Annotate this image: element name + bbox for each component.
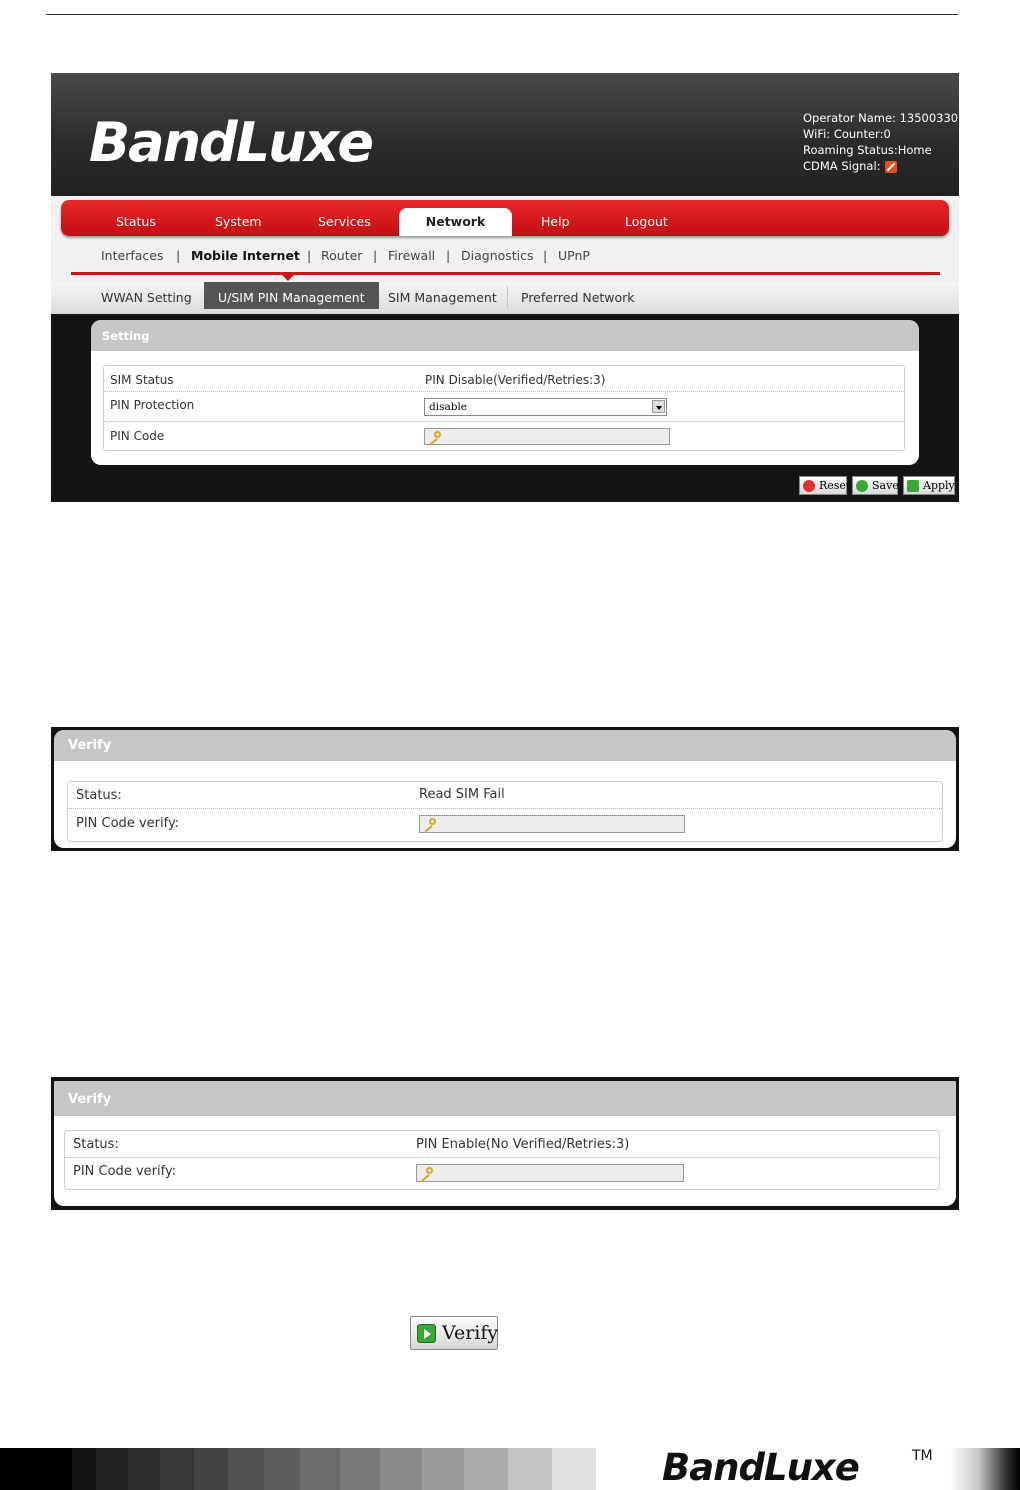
sim-status-label: SIM Status	[110, 373, 174, 387]
subnav-separator: |	[446, 248, 451, 263]
verify-button[interactable]	[410, 1316, 498, 1350]
save-button[interactable]	[852, 476, 898, 495]
pin-protection-row	[104, 392, 904, 422]
reset-label: Reset	[819, 479, 851, 492]
key-icon	[423, 818, 436, 830]
tab-usim-pin-management[interactable]: U/SIM PIN Management	[204, 282, 379, 309]
tab-preferred-network[interactable]: Preferred Network	[521, 290, 635, 305]
verify-screenshot-1	[51, 727, 959, 851]
pin-verify-row	[68, 809, 942, 841]
save-label: Save	[872, 479, 899, 492]
setting-panel-title: Setting	[91, 320, 919, 351]
subnav-router[interactable]: Router	[321, 248, 363, 263]
pin-verify-input[interactable]	[419, 815, 685, 833]
pin-code-row	[104, 422, 904, 451]
status-row	[65, 1131, 939, 1158]
setting-table	[103, 365, 905, 451]
wifi-counter: WiFi: Counter:0	[803, 127, 891, 141]
status-row	[68, 782, 942, 809]
play-icon	[907, 480, 919, 492]
no-signal-icon	[885, 161, 897, 173]
verify-panel	[54, 730, 956, 848]
verify-screenshot-2	[51, 1077, 959, 1210]
status-label: Status:	[76, 788, 122, 803]
subnav-separator: |	[373, 248, 378, 263]
nav-logout[interactable]: Logout	[625, 214, 668, 229]
subnav-upnp[interactable]: UPnP	[558, 248, 590, 263]
cdma-signal-label: CDMA Signal:	[803, 159, 881, 173]
verify-panel-title: Verify	[54, 730, 956, 761]
status-value: PIN Enable(No Verified/Retries:3)	[416, 1137, 630, 1152]
subnav-interfaces[interactable]: Interfaces	[101, 248, 164, 263]
play-icon	[417, 1324, 436, 1343]
nav-status[interactable]: Status	[116, 214, 156, 229]
nav-network[interactable]: Network	[399, 208, 512, 236]
subnav-separator: |	[543, 248, 548, 263]
tab-wwan-setting[interactable]: WWAN Setting	[101, 290, 192, 305]
verify-panel	[54, 1081, 956, 1206]
verify-panel-title: Verify	[54, 1081, 956, 1116]
operator-name: Operator Name: 13500330	[803, 111, 959, 125]
cdma-signal-row	[803, 158, 958, 174]
subnav-mobile-internet[interactable]: Mobile Internet	[191, 248, 300, 263]
sub-nav	[71, 236, 939, 274]
subnav-underline	[71, 272, 940, 275]
active-pointer	[282, 275, 294, 281]
chevron-down-icon[interactable]	[652, 400, 665, 413]
subnav-separator: |	[307, 248, 312, 263]
status-label: Status:	[73, 1137, 119, 1152]
verify-table	[67, 781, 943, 842]
apply-button[interactable]	[903, 476, 955, 495]
pin-protection-selected: disable	[429, 401, 468, 413]
pin-verify-label: PIN Code verify:	[76, 816, 180, 831]
brand-logo: BandLuxe	[89, 111, 373, 174]
pin-verify-input[interactable]	[416, 1164, 684, 1182]
pin-verify-label: PIN Code verify:	[73, 1164, 177, 1179]
pin-code-input[interactable]	[424, 428, 670, 445]
key-icon	[420, 1167, 433, 1179]
router-admin-screenshot	[51, 73, 959, 502]
page-footer	[0, 1448, 1020, 1490]
pin-code-label: PIN Code	[110, 429, 165, 443]
cancel-icon	[803, 480, 815, 492]
key-icon	[428, 431, 441, 443]
reset-button[interactable]	[799, 476, 851, 495]
subnav-separator: |	[176, 248, 181, 263]
header-banner	[51, 73, 959, 196]
page-top-rule	[46, 14, 958, 15]
main-nav	[61, 200, 949, 236]
tab-separator	[507, 286, 508, 308]
nav-system[interactable]: System	[215, 214, 262, 229]
verify-table	[64, 1130, 940, 1190]
sim-status-row	[104, 366, 904, 392]
trademark-symbol: TM	[912, 1448, 933, 1464]
status-value: Read SIM Fail	[419, 787, 505, 802]
tab-sim-management[interactable]: SIM Management	[388, 290, 497, 305]
roaming-status: Roaming Status:Home	[803, 143, 932, 157]
pin-verify-row	[65, 1158, 939, 1189]
nav-help[interactable]: Help	[541, 214, 570, 229]
sim-status-value: PIN Disable(Verified/Retries:3)	[425, 373, 606, 387]
footer-brand-logo: BandLuxe	[662, 1446, 859, 1489]
nav-services[interactable]: Services	[318, 214, 371, 229]
section-tabs	[51, 282, 959, 314]
apply-label: Apply	[923, 479, 955, 492]
subnav-diagnostics[interactable]: Diagnostics	[461, 248, 534, 263]
navigation-area	[51, 196, 959, 314]
check-icon	[856, 480, 868, 492]
setting-panel	[91, 320, 919, 465]
verify-button-label: Verify	[442, 1322, 499, 1344]
status-info	[803, 110, 958, 174]
pin-protection-label: PIN Protection	[110, 398, 195, 412]
pin-protection-select[interactable]	[424, 398, 667, 416]
subnav-firewall[interactable]: Firewall	[388, 248, 436, 263]
